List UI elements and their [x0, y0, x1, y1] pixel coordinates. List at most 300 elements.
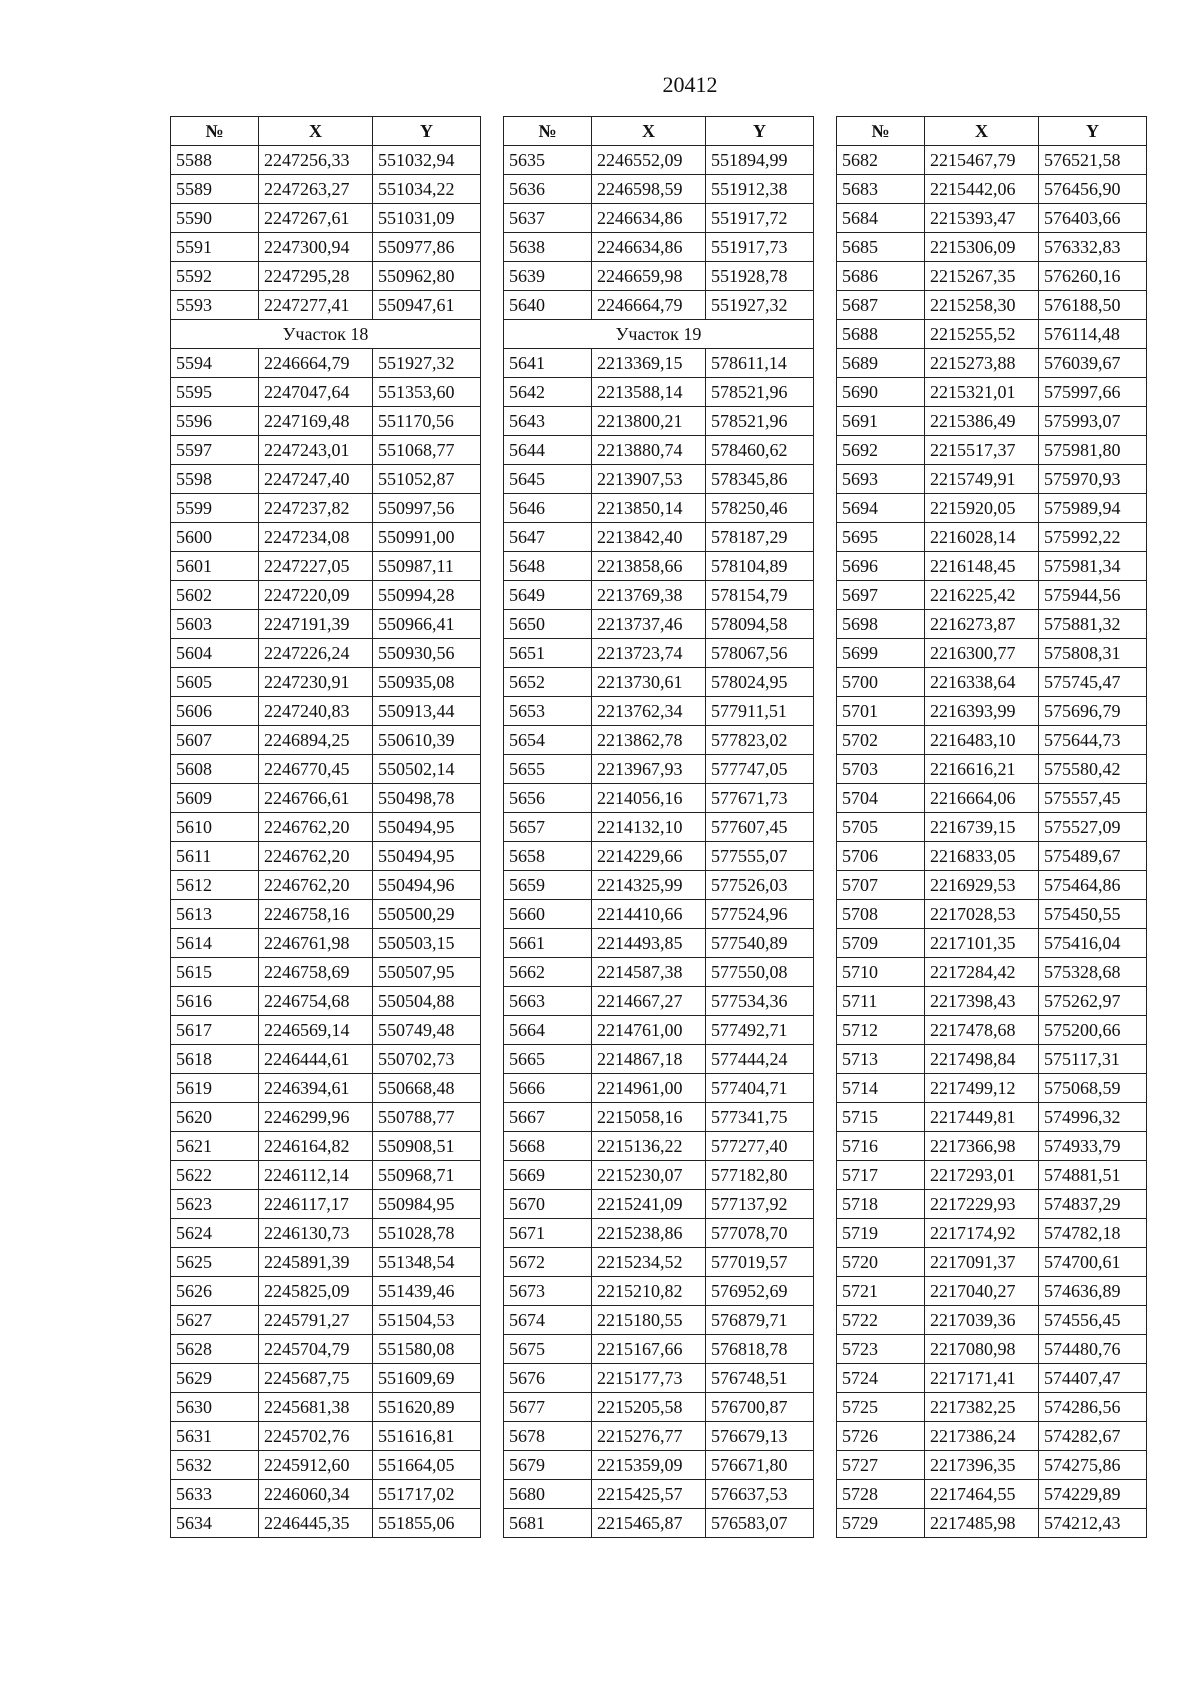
cell-x: 2214867,18 [592, 1045, 706, 1074]
cell-number: 5592 [171, 262, 259, 291]
cell-number: 5599 [171, 494, 259, 523]
cell-y: 551353,60 [373, 378, 481, 407]
cell-x: 2213723,74 [592, 639, 706, 668]
table-row [171, 204, 481, 233]
table-row [837, 958, 1147, 987]
cell-y: 550947,61 [373, 291, 481, 320]
table-row [837, 755, 1147, 784]
cell-y: 551031,09 [373, 204, 481, 233]
table-row [837, 726, 1147, 755]
table-row [837, 1335, 1147, 1364]
cell-number: 5649 [504, 581, 592, 610]
table-row [837, 639, 1147, 668]
cell-y: 574782,18 [1039, 1219, 1147, 1248]
cell-x: 2247300,94 [259, 233, 373, 262]
cell-number: 5708 [837, 900, 925, 929]
cell-number: 5679 [504, 1451, 592, 1480]
table-row [837, 987, 1147, 1016]
cell-y: 575981,80 [1039, 436, 1147, 465]
cell-number: 5629 [171, 1364, 259, 1393]
cell-number: 5637 [504, 204, 592, 233]
cell-number: 5625 [171, 1248, 259, 1277]
table-row [837, 1016, 1147, 1045]
cell-y: 575981,34 [1039, 552, 1147, 581]
cell-x: 2216338,64 [925, 668, 1039, 697]
cell-x: 2216929,53 [925, 871, 1039, 900]
cell-number: 5660 [504, 900, 592, 929]
table-row [837, 436, 1147, 465]
table-row [171, 1335, 481, 1364]
cell-number: 5627 [171, 1306, 259, 1335]
cell-y: 575997,66 [1039, 378, 1147, 407]
cell-y: 576521,58 [1039, 146, 1147, 175]
cell-number: 5647 [504, 523, 592, 552]
table-row [504, 1335, 814, 1364]
table-row [837, 900, 1147, 929]
cell-y: 550502,14 [373, 755, 481, 784]
cell-number: 5698 [837, 610, 925, 639]
cell-x: 2217464,55 [925, 1480, 1039, 1509]
cell-y: 575580,42 [1039, 755, 1147, 784]
cell-number: 5622 [171, 1161, 259, 1190]
cell-number: 5650 [504, 610, 592, 639]
cell-x: 2213858,66 [592, 552, 706, 581]
cell-number: 5653 [504, 697, 592, 726]
cell-y: 550507,95 [373, 958, 481, 987]
table-row [171, 552, 481, 581]
cell-number: 5648 [504, 552, 592, 581]
cell-y: 550503,15 [373, 929, 481, 958]
table-row [171, 1103, 481, 1132]
cell-x: 2215425,57 [592, 1480, 706, 1509]
cell-number: 5597 [171, 436, 259, 465]
cell-x: 2247295,28 [259, 262, 373, 291]
cell-x: 2246762,20 [259, 813, 373, 842]
cell-x: 2217485,98 [925, 1509, 1039, 1538]
cell-y: 577607,45 [706, 813, 814, 842]
cell-x: 2247191,39 [259, 610, 373, 639]
cell-x: 2246770,45 [259, 755, 373, 784]
cell-y: 576679,13 [706, 1422, 814, 1451]
table-row [171, 1016, 481, 1045]
cell-number: 5707 [837, 871, 925, 900]
cell-y: 575557,45 [1039, 784, 1147, 813]
cell-y: 578154,79 [706, 581, 814, 610]
cell-x: 2246112,14 [259, 1161, 373, 1190]
table-row [504, 349, 814, 378]
cell-x: 2246117,17 [259, 1190, 373, 1219]
cell-x: 2215136,22 [592, 1132, 706, 1161]
table-row [171, 958, 481, 987]
cell-x: 2217449,81 [925, 1103, 1039, 1132]
table-row [171, 465, 481, 494]
table-row [837, 523, 1147, 552]
cell-x: 2215238,86 [592, 1219, 706, 1248]
table-row [504, 204, 814, 233]
cell-y: 551439,46 [373, 1277, 481, 1306]
cell-number: 5604 [171, 639, 259, 668]
cell-x: 2215359,09 [592, 1451, 706, 1480]
cell-x: 2247226,24 [259, 639, 373, 668]
table-row [837, 1103, 1147, 1132]
cell-number: 5686 [837, 262, 925, 291]
cell-y: 550930,56 [373, 639, 481, 668]
cell-x: 2215180,55 [592, 1306, 706, 1335]
table-row [837, 146, 1147, 175]
table-row [504, 1393, 814, 1422]
table-row [171, 900, 481, 929]
section-title: Участок 19 [504, 320, 814, 349]
cell-x: 2214493,85 [592, 929, 706, 958]
cell-y: 577534,36 [706, 987, 814, 1016]
cell-number: 5616 [171, 987, 259, 1016]
cell-number: 5598 [171, 465, 259, 494]
table-row [504, 523, 814, 552]
cell-x: 2247220,09 [259, 581, 373, 610]
cell-y: 576114,48 [1039, 320, 1147, 349]
cell-y: 578024,95 [706, 668, 814, 697]
cell-y: 575489,67 [1039, 842, 1147, 871]
page-number: 20412 [662, 72, 718, 97]
cell-number: 5615 [171, 958, 259, 987]
cell-y: 576818,78 [706, 1335, 814, 1364]
table-row [504, 1103, 814, 1132]
cell-y: 550749,48 [373, 1016, 481, 1045]
cell-x: 2247169,48 [259, 407, 373, 436]
cell-number: 5626 [171, 1277, 259, 1306]
table-row [837, 465, 1147, 494]
table-header-row [504, 117, 814, 146]
cell-y: 575527,09 [1039, 813, 1147, 842]
cell-x: 2216028,14 [925, 523, 1039, 552]
cell-x: 2215517,37 [925, 436, 1039, 465]
cell-y: 574996,32 [1039, 1103, 1147, 1132]
cell-y: 576332,83 [1039, 233, 1147, 262]
table-row [171, 813, 481, 842]
cell-y: 550997,56 [373, 494, 481, 523]
cell-number: 5590 [171, 204, 259, 233]
cell-x: 2217498,84 [925, 1045, 1039, 1074]
cell-number: 5704 [837, 784, 925, 813]
cell-number: 5701 [837, 697, 925, 726]
cell-y: 575464,86 [1039, 871, 1147, 900]
table-row [504, 1074, 814, 1103]
table-row [171, 871, 481, 900]
table-row [504, 755, 814, 784]
cell-x: 2246758,16 [259, 900, 373, 929]
table-row [504, 1509, 814, 1538]
table-row [837, 262, 1147, 291]
cell-number: 5700 [837, 668, 925, 697]
cell-number: 5591 [171, 233, 259, 262]
cell-x: 2217171,41 [925, 1364, 1039, 1393]
cell-number: 5654 [504, 726, 592, 755]
table-row [171, 1219, 481, 1248]
cell-y: 550994,28 [373, 581, 481, 610]
column-header-x: X [925, 117, 1039, 146]
cell-number: 5672 [504, 1248, 592, 1277]
table-row [837, 784, 1147, 813]
cell-y: 574282,67 [1039, 1422, 1147, 1451]
cell-number: 5721 [837, 1277, 925, 1306]
cell-number: 5600 [171, 523, 259, 552]
cell-x: 2217284,42 [925, 958, 1039, 987]
cell-number: 5652 [504, 668, 592, 697]
table-row [171, 1074, 481, 1103]
cell-y: 577555,07 [706, 842, 814, 871]
cell-x: 2213862,78 [592, 726, 706, 755]
cell-x: 2246130,73 [259, 1219, 373, 1248]
cell-y: 576583,07 [706, 1509, 814, 1538]
table-row [837, 1306, 1147, 1335]
cell-x: 2215321,01 [925, 378, 1039, 407]
cell-number: 5711 [837, 987, 925, 1016]
cell-x: 2215465,87 [592, 1509, 706, 1538]
cell-x: 2215273,88 [925, 349, 1039, 378]
table-row [837, 610, 1147, 639]
cell-x: 2215230,07 [592, 1161, 706, 1190]
cell-number: 5728 [837, 1480, 925, 1509]
table-row [171, 697, 481, 726]
cell-y: 577550,08 [706, 958, 814, 987]
table-row [837, 1074, 1147, 1103]
cell-y: 577277,40 [706, 1132, 814, 1161]
column-header-number: № [171, 117, 259, 146]
cell-number: 5694 [837, 494, 925, 523]
table-row [837, 581, 1147, 610]
cell-number: 5628 [171, 1335, 259, 1364]
table-row [171, 1045, 481, 1074]
cell-number: 5634 [171, 1509, 259, 1538]
cell-number: 5717 [837, 1161, 925, 1190]
cell-x: 2215442,06 [925, 175, 1039, 204]
cell-y: 551580,08 [373, 1335, 481, 1364]
table-row [837, 1422, 1147, 1451]
cell-y: 578521,96 [706, 407, 814, 436]
cell-number: 5624 [171, 1219, 259, 1248]
table-row [837, 320, 1147, 349]
table-row [837, 494, 1147, 523]
cell-y: 575989,94 [1039, 494, 1147, 523]
table-row [837, 552, 1147, 581]
cell-x: 2216833,05 [925, 842, 1039, 871]
cell-number: 5706 [837, 842, 925, 871]
table-row [837, 175, 1147, 204]
table-row [171, 610, 481, 639]
cell-number: 5630 [171, 1393, 259, 1422]
cell-y: 551034,22 [373, 175, 481, 204]
table-row [171, 784, 481, 813]
cell-number: 5674 [504, 1306, 592, 1335]
cell-number: 5662 [504, 958, 592, 987]
cell-y: 574636,89 [1039, 1277, 1147, 1306]
cell-y: 576456,90 [1039, 175, 1147, 204]
cell-x: 2217499,12 [925, 1074, 1039, 1103]
cell-number: 5681 [504, 1509, 592, 1538]
table-row [837, 1393, 1147, 1422]
cell-x: 2246598,59 [592, 175, 706, 204]
cell-number: 5606 [171, 697, 259, 726]
cell-y: 551855,06 [373, 1509, 481, 1538]
table-row [171, 1132, 481, 1161]
cell-number: 5611 [171, 842, 259, 871]
cell-y: 550968,71 [373, 1161, 481, 1190]
cell-number: 5710 [837, 958, 925, 987]
cell-y: 550966,41 [373, 610, 481, 639]
table-row [504, 900, 814, 929]
cell-x: 2213769,38 [592, 581, 706, 610]
cell-x: 2213730,61 [592, 668, 706, 697]
cell-x: 2215205,58 [592, 1393, 706, 1422]
column-header-number: № [837, 117, 925, 146]
cell-x: 2217293,01 [925, 1161, 1039, 1190]
cell-number: 5719 [837, 1219, 925, 1248]
table-row [171, 1248, 481, 1277]
cell-number: 5690 [837, 378, 925, 407]
cell-x: 2245912,60 [259, 1451, 373, 1480]
cell-x: 2215241,09 [592, 1190, 706, 1219]
cell-y: 576260,16 [1039, 262, 1147, 291]
cell-number: 5689 [837, 349, 925, 378]
table-row [504, 465, 814, 494]
cell-y: 551504,53 [373, 1306, 481, 1335]
cell-x: 2217366,98 [925, 1132, 1039, 1161]
cell-x: 2215258,30 [925, 291, 1039, 320]
cell-x: 2215267,35 [925, 262, 1039, 291]
cell-x: 2213842,40 [592, 523, 706, 552]
table-row [504, 1016, 814, 1045]
cell-x: 2213880,74 [592, 436, 706, 465]
cell-x: 2246761,98 [259, 929, 373, 958]
cell-number: 5617 [171, 1016, 259, 1045]
cell-number: 5623 [171, 1190, 259, 1219]
cell-y: 577182,80 [706, 1161, 814, 1190]
cell-x: 2215749,91 [925, 465, 1039, 494]
cell-y: 575200,66 [1039, 1016, 1147, 1045]
cell-number: 5685 [837, 233, 925, 262]
cell-number: 5725 [837, 1393, 925, 1422]
table-row [171, 1422, 481, 1451]
cell-y: 574933,79 [1039, 1132, 1147, 1161]
table-header-row [837, 117, 1147, 146]
cell-y: 577747,05 [706, 755, 814, 784]
cell-x: 2214761,00 [592, 1016, 706, 1045]
cell-number: 5715 [837, 1103, 925, 1132]
cell-y: 550987,11 [373, 552, 481, 581]
cell-number: 5677 [504, 1393, 592, 1422]
cell-number: 5695 [837, 523, 925, 552]
cell-number: 5692 [837, 436, 925, 465]
cell-y: 575068,59 [1039, 1074, 1147, 1103]
cell-y: 578067,56 [706, 639, 814, 668]
table-row [171, 494, 481, 523]
cell-y: 578094,58 [706, 610, 814, 639]
table-row [171, 1451, 481, 1480]
cell-number: 5697 [837, 581, 925, 610]
cell-number: 5675 [504, 1335, 592, 1364]
cell-number: 5673 [504, 1277, 592, 1306]
cell-y: 550977,86 [373, 233, 481, 262]
table-row [171, 1306, 481, 1335]
table-row [171, 262, 481, 291]
cell-number: 5594 [171, 349, 259, 378]
cell-x: 2215058,16 [592, 1103, 706, 1132]
cell-x: 2215306,09 [925, 233, 1039, 262]
cell-y: 574286,56 [1039, 1393, 1147, 1422]
table-row [837, 378, 1147, 407]
cell-x: 2213762,34 [592, 697, 706, 726]
table-row [504, 1480, 814, 1509]
table-row [504, 1219, 814, 1248]
cell-x: 2215467,79 [925, 146, 1039, 175]
cell-y: 577540,89 [706, 929, 814, 958]
table-row [171, 726, 481, 755]
cell-y: 574881,51 [1039, 1161, 1147, 1190]
cell-y: 575262,97 [1039, 987, 1147, 1016]
cell-y: 574480,76 [1039, 1335, 1147, 1364]
cell-number: 5687 [837, 291, 925, 320]
column-header-x: X [259, 117, 373, 146]
column-header-number: № [504, 117, 592, 146]
table-row [171, 291, 481, 320]
cell-y: 551616,81 [373, 1422, 481, 1451]
cell-number: 5645 [504, 465, 592, 494]
cell-x: 2246659,98 [592, 262, 706, 291]
cell-x: 2246444,61 [259, 1045, 373, 1074]
table-row [171, 1364, 481, 1393]
table-row [837, 1132, 1147, 1161]
cell-y: 574229,89 [1039, 1480, 1147, 1509]
table-header-row [171, 117, 481, 146]
table-row [171, 929, 481, 958]
cell-x: 2213737,46 [592, 610, 706, 639]
cell-number: 5601 [171, 552, 259, 581]
cell-number: 5693 [837, 465, 925, 494]
cell-number: 5593 [171, 291, 259, 320]
cell-x: 2215393,47 [925, 204, 1039, 233]
cell-x: 2246299,96 [259, 1103, 373, 1132]
cell-number: 5720 [837, 1248, 925, 1277]
table-row [171, 842, 481, 871]
coordinates-table-1 [170, 116, 481, 1538]
cell-number: 5618 [171, 1045, 259, 1074]
cell-x: 2247263,27 [259, 175, 373, 204]
table-row [171, 1509, 481, 1538]
table-row [837, 871, 1147, 900]
table-row [171, 1393, 481, 1422]
cell-x: 2217040,27 [925, 1277, 1039, 1306]
cell-number: 5682 [837, 146, 925, 175]
cell-number: 5729 [837, 1509, 925, 1538]
cell-x: 2247256,33 [259, 146, 373, 175]
table-row [504, 552, 814, 581]
cell-x: 2246445,35 [259, 1509, 373, 1538]
cell-y: 550702,73 [373, 1045, 481, 1074]
table-row [504, 1190, 814, 1219]
table-row [504, 1306, 814, 1335]
cell-x: 2246754,68 [259, 987, 373, 1016]
cell-y: 577823,02 [706, 726, 814, 755]
cell-y: 577526,03 [706, 871, 814, 900]
cell-x: 2246762,20 [259, 871, 373, 900]
table-row [504, 175, 814, 204]
table-row [171, 581, 481, 610]
cell-y: 575117,31 [1039, 1045, 1147, 1074]
cell-x: 2213850,14 [592, 494, 706, 523]
table-row [171, 1480, 481, 1509]
table-row [504, 233, 814, 262]
cell-y: 551609,69 [373, 1364, 481, 1393]
